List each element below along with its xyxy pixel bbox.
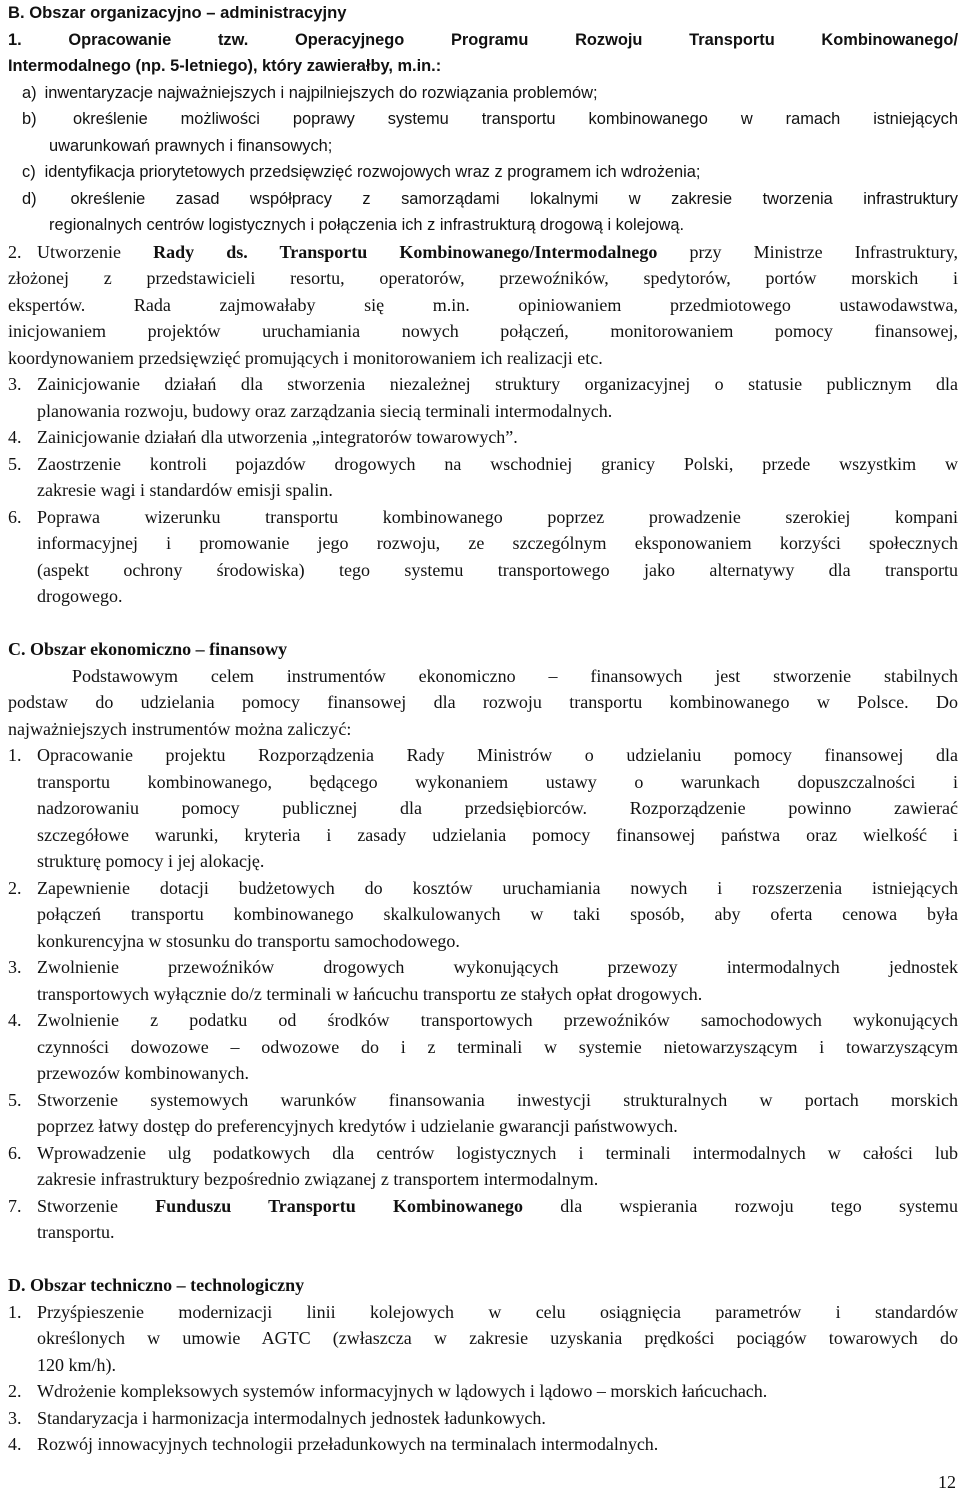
sub-item-a-text: inwentaryzacje najważniejszych i najpilniejszych do rozwiązania problemów; (44, 83, 598, 102)
section-d-item1-line2: określonych w umowie AGTC (zwłaszcza w zakresie uzyskania prędkości pociągów towarowych do (37, 1328, 958, 1348)
item-number: 4. (8, 427, 22, 447)
item-number: 5. (8, 1089, 22, 1110)
page-number: 12 (938, 1472, 956, 1492)
section-c-item7-line1 (37, 1193, 958, 1220)
section-b-item6-line3: (aspekt ochrony środowiska) tego systemu transportowego jako alternatywy dla transportu (37, 559, 958, 580)
item-number: 5. (8, 453, 22, 474)
section-b-item2-line2: złożonej z przedstawicieli resortu, operatorów, przewoźników, spedytorów, portów morskich i (8, 268, 958, 288)
section-c-item6-line1: Wprowadzenie ulg podatkowych dla centrów logistycznych i terminali intermodalnych w całości lub (37, 1142, 958, 1163)
section-b-item1-line2: Intermodalnego (np. 5-letniego), który zawierałby, m.in.: (8, 57, 442, 75)
section-b-item3 (8, 371, 958, 424)
section-b-item6 (8, 504, 958, 610)
section-c-item1-line3: nadzorowaniu pomocy publicznej dla przedsiębiorców. Rozporządzenie powinno zawierać (37, 798, 958, 818)
section-c-item1-line4: szczegółowe warunki, kryteria i zasady udzielania pomocy finansowej państwa oraz wielkość i (37, 824, 958, 845)
section-c-item2-line1: Zapewnienie dotacji budżetowych do kosztów uruchamiania nowych i rozszerzenia istniejących (37, 877, 958, 898)
section-c-item5 (8, 1087, 958, 1140)
text-span: Stworzenie (37, 1195, 156, 1216)
item-number: 1. (8, 745, 22, 765)
section-c-item1-line2: transportu kombinowanego, będącego wykonaniem ustawy o warunkach dopuszczalności i (37, 771, 958, 792)
item-number: 1. (8, 1301, 22, 1322)
section-c-item3-line1: Zwolnienie przewoźników drogowych wykonujących przewozy intermodalnych jednostek (37, 957, 958, 977)
sub-item-c-text: identyfikacja priorytetowych przedsięwzięć rozwojowych wraz z programem ich wdrożenia; (44, 163, 701, 181)
section-b-item3-line1: Zainicjowanie działań dla stworzenia niezależnej struktury organizacyjnej o statusie publicznym dla (37, 374, 958, 394)
item-number: 4. (8, 1010, 22, 1030)
sub-item-b-text1: określenie możliwości poprawy systemu transportu kombinowanego w ramach istniejących (72, 110, 958, 128)
section-c-item5-line1: Stworzenie systemowych warunków finansowania inwestycji strukturalnych w portach morskich (37, 1089, 958, 1110)
section-b-item1-line1: 1. Opracowanie tzw. Operacyjnego Programu Rozwoju Transportu Kombinowanego/ (8, 30, 958, 49)
sub-item-d (8, 186, 958, 213)
section-b-item4-line1: Zainicjowanie działań dla utworzenia „integratorów towarowych”. (37, 427, 518, 447)
section-b-item5-line1: Zaostrzenie kontroli pojazdów drogowych na wschodniej granicy Polski, przede wszystkim w (37, 453, 958, 474)
section-b-item6-line2: informacyjnej i promowanie jego rozwoju, ze szczególnym eksponowaniem korzyści społecznych (37, 533, 958, 553)
section-b-item2 (8, 239, 958, 266)
section-b-item6-line4: drogowego. (37, 586, 123, 606)
fund-name: Funduszu Transportu Kombinowanego (155, 1195, 524, 1216)
sub-item-a (8, 80, 958, 107)
text-span: dla wspierania rozwoju tego systemu (523, 1195, 958, 1216)
section-c-item7-line2: transportu. (37, 1222, 115, 1242)
section-c-intro-line2: podstaw do udzielania pomocy finansowej dla rozwoju transportu kombinowanego w Polsce. Do (8, 692, 958, 712)
section-c-item6-line2: zakresie infrastruktury bezpośrednio związanej z transportem intermodalnym. (37, 1169, 599, 1189)
section-c-item4-line1: Zwolnienie z podatku od środków transportowych przewoźników samochodowych wykonujących (37, 1010, 958, 1030)
section-d-item3 (8, 1405, 958, 1432)
section-c-item2-line3: konkurencyjna w stosunku do transportu samochodowego. (37, 930, 460, 951)
spacer (8, 1246, 958, 1273)
section-b-item2-line3: ekspertów. Rada zajmowałaby się m.in. opiniowaniem przedmiotowego ustawodawstwa, (8, 294, 958, 315)
sub-label-d: d) (22, 189, 37, 208)
section-d-title: D. Obszar techniczno – technologiczny (8, 1275, 305, 1295)
item-number: 6. (8, 506, 22, 527)
item-number: 7. (8, 1195, 22, 1216)
section-b-title: B. Obszar organizacyjno – administracyjny (8, 3, 347, 22)
section-d-item2-line1: Wdrożenie kompleksowych systemów informacyjnych w lądowych i lądowo – morskich łańcuchach. (37, 1381, 768, 1401)
text-span: przy Ministrze Infrastruktury, (657, 241, 958, 262)
section-d-item1 (8, 1299, 958, 1379)
sub-label-b: b) (22, 110, 37, 128)
sub-item-c (8, 159, 958, 186)
sub-label-c: c) (22, 163, 36, 181)
item-number: 3. (8, 957, 22, 977)
sub-item-b (8, 106, 958, 133)
section-c-item7 (8, 1193, 958, 1246)
section-c-item1-line5: strukturę pomocy i jej alokację. (37, 851, 265, 871)
section-c-item1 (8, 742, 958, 875)
section-c-intro-line3: najważniejszych instrumentów można zaliczyć: (8, 718, 352, 739)
section-b-item2-line1 (37, 239, 958, 266)
section-c-title: C. Obszar ekonomiczno – finansowy (8, 639, 288, 659)
section-d-item4 (8, 1431, 958, 1458)
item-number: 3. (8, 374, 22, 394)
sub-item-d-text2: regionalnych centrów logistycznych i połączenia ich z infrastrukturą drogową i kolejową. (49, 216, 684, 234)
section-b-item2-line5: koordynowaniem przedsięwzięć promujących i monitorowaniem ich realizacji etc. (8, 347, 603, 368)
section-d-item1-line1: Przyśpieszenie modernizacji linii kolejowych w celu osiągnięcia parametrów i standardów (37, 1301, 958, 1322)
section-c-item4 (8, 1007, 958, 1087)
item-number: 4. (8, 1434, 22, 1454)
section-c-item4-line3: przewozów kombinowanych. (37, 1063, 249, 1083)
council-name: Rady ds. Transportu Kombinowanego/Intermodalnego (153, 241, 658, 262)
section-c-item2-line2: połączeń transportu kombinowanego skalkulowanych w taki sposób, aby oferta cenowa była (37, 904, 958, 924)
section-b-item4 (8, 424, 958, 451)
section-d-item2 (8, 1378, 958, 1405)
section-d-item3-line1: Standaryzacja i harmonizacja intermodalnych jednostek ładunkowych. (37, 1407, 546, 1428)
section-c-item2 (8, 875, 958, 955)
section-c-item4-line2: czynności dowozowe – odwozowe do i z terminali w systemie nietowarzyszącym i towarzyszącym (37, 1036, 958, 1057)
sub-item-d-text1: określenie zasad współpracy z samorządami lokalnymi w zakresie tworzenia infrastruktury (70, 189, 958, 208)
section-c-item6 (8, 1140, 958, 1193)
item-number: 2. (8, 877, 22, 898)
document-page (8, 0, 958, 1458)
section-c-item5-line2: poprzez łatwy dostęp do preferencyjnych kredytów i udzielanie gwarancji państwowych. (37, 1116, 678, 1136)
section-b-item2-line4: inicjowaniem projektów uruchamiania nowych połączeń, monitorowaniem pomocy finansowej, (8, 321, 958, 341)
item-number: 6. (8, 1142, 22, 1163)
item-number: 2. (8, 1381, 22, 1401)
section-d-item1-line3: 120 km/h). (37, 1354, 116, 1375)
section-b-item5-line2: zakresie wagi i standardów emisji spalin. (37, 480, 333, 500)
text-span: Utworzenie (37, 241, 154, 262)
section-b-item5 (8, 451, 958, 504)
item-number: 2. (8, 241, 22, 262)
section-c-intro-line1: Podstawowym celem instrumentów ekonomiczno – finansowych jest stworzenie stabilnych (72, 665, 958, 686)
sub-item-b-text2: uwarunkowań prawnych i finansowych; (49, 136, 333, 155)
section-c-item3-line2: transportowych wyłącznie do/z terminali w łańcuchu transportu ze stałych opłat drogowych. (37, 983, 703, 1004)
section-d-item4-line1: Rozwój innowacyjnych technologii przeładunkowych na terminalach intermodalnych. (37, 1434, 659, 1454)
section-b-item3-line2: planowania rozwoju, budowy oraz zarządzania siecią terminali intermodalnych. (37, 400, 613, 421)
spacer (8, 610, 958, 637)
sub-label-a: a) (22, 83, 37, 102)
section-c-item1-line1: Opracowanie projektu Rozporządzenia Rady Ministrów o udzielaniu pomocy finansowej dla (37, 745, 958, 765)
item-number: 3. (8, 1407, 22, 1428)
section-c-item3 (8, 954, 958, 1007)
section-b-item6-line1: Poprawa wizerunku transportu kombinowanego poprzez prowadzenie szerokiej kompani (37, 506, 958, 527)
